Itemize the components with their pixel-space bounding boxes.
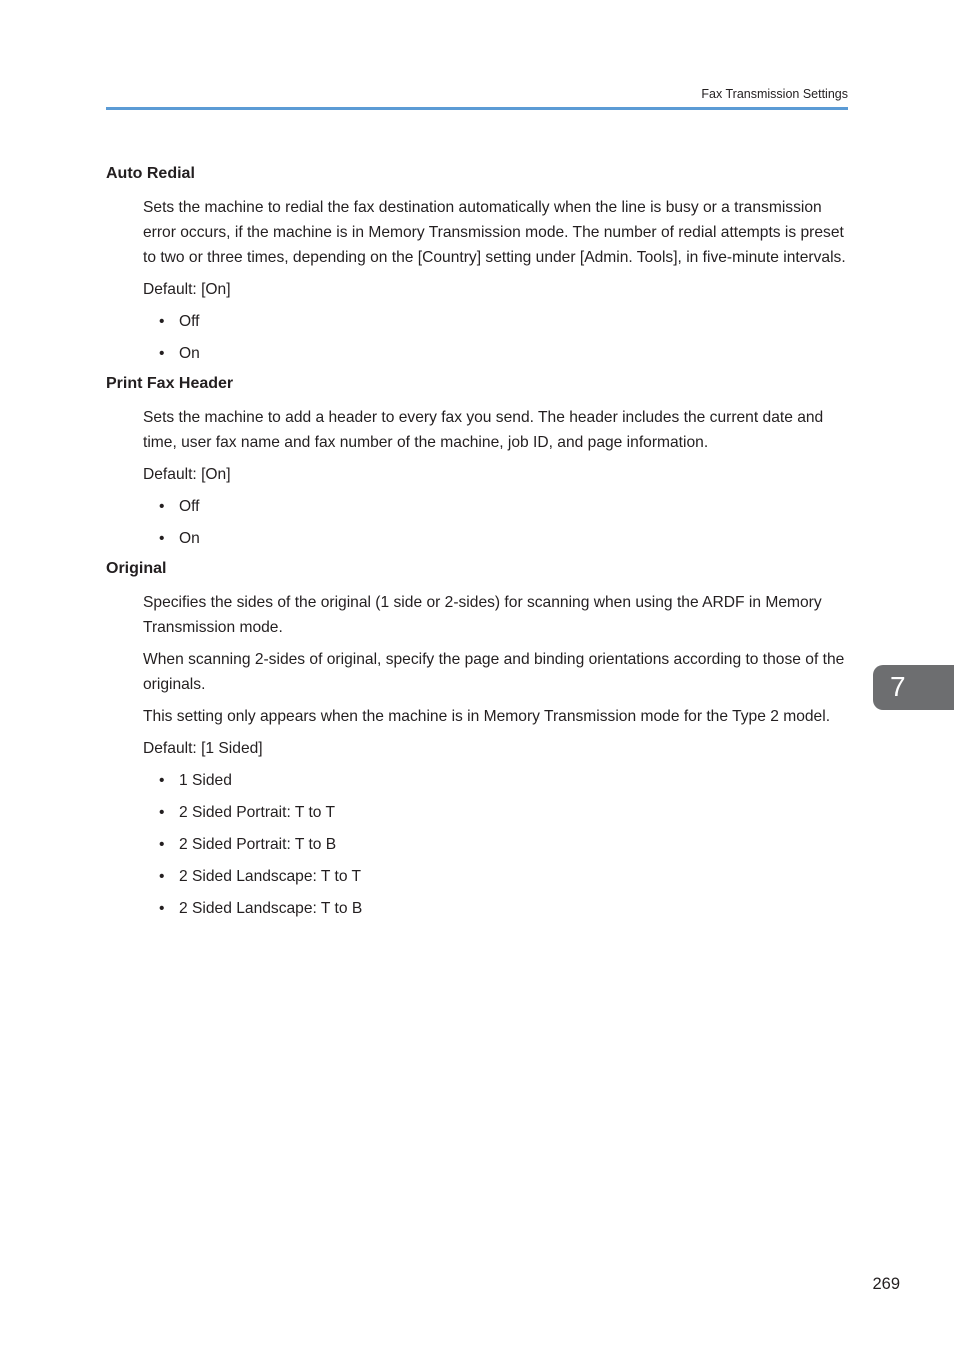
chapter-number: 7: [890, 671, 906, 702]
option-item: • 2 Sided Landscape: T to B: [143, 896, 851, 921]
option-list: [143, 494, 851, 551]
section-description: This setting only appears when the machine is in Memory Transmission mode for the Type 2 model.: [143, 708, 831, 725]
page-number: 269: [872, 1275, 900, 1293]
section-description: Sets the machine to add a header to every fax you send. The header includes the current date and time, user fax name and fax number of the machine, job ID, and page information.: [143, 409, 824, 451]
option-item: • 2 Sided Portrait: T to T: [143, 800, 851, 825]
option-list: [143, 768, 851, 921]
option-item: • Off: [143, 309, 851, 334]
option-item: • Off: [143, 494, 851, 519]
running-header-title: Fax Transmission Settings: [701, 87, 848, 101]
chapter-tab: [873, 665, 954, 710]
section-original: [106, 558, 851, 921]
option-item: • 2 Sided Portrait: T to B: [143, 832, 851, 857]
section-description: Specifies the sides of the original (1 side or 2-sides) for scanning when using the ARDF in Memory Transmission mode.: [143, 594, 822, 636]
option-item: • 2 Sided Landscape: T to T: [143, 864, 851, 889]
section-title: Print Fax Header: [106, 375, 234, 392]
section-description: Sets the machine to redial the fax destination automatically when the line is busy or a transmission error occurs, if the machine is in Memory Transmission mode. The number of redial attempts is preset to two or three times, depending on the [Country] setting under [Admin. Tools], in five-minute intervals.: [143, 199, 846, 266]
option-list: [143, 309, 851, 366]
option-item: • On: [143, 341, 851, 366]
default-value: Default: [On]: [143, 281, 231, 298]
default-value: Default: [1 Sided]: [143, 740, 263, 757]
section-description: When scanning 2-sides of original, specify the page and binding orientations according to those of the originals.: [143, 651, 845, 693]
section-print-fax-header: [106, 373, 851, 551]
page-content: [106, 163, 851, 928]
section-title: Auto Redial: [106, 165, 195, 182]
section-auto-redial: [106, 163, 851, 366]
option-item: • 1 Sided: [143, 768, 851, 793]
default-value: Default: [On]: [143, 466, 231, 483]
section-title: Original: [106, 560, 167, 577]
header-rule: [106, 107, 848, 110]
option-item: • On: [143, 526, 851, 551]
